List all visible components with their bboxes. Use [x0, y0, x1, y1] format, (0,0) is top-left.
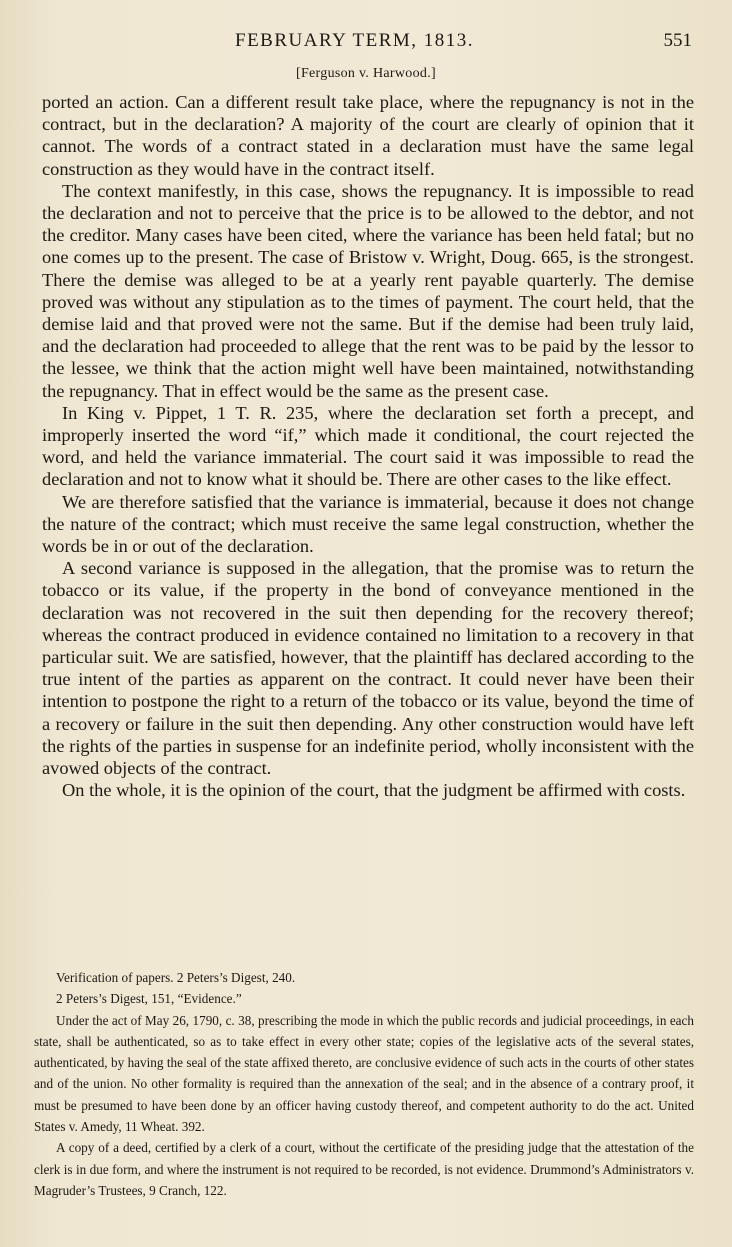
case-caption: [Ferguson v. Harwood.] — [296, 66, 436, 81]
page-header — [60, 30, 692, 60]
paragraph-3: In King v. Pippet, 1 T. R. 235, where the declaration set forth a precept, and improperly inserted the word “if,” which made it conditional, the court rejected the word, and held the variance immaterial. The court said it was impossible to read the declaration and not to know what it should be. There are other cases to the like effect. — [42, 402, 694, 490]
footnote-2: 2 Peters’s Digest, 151, “Evidence.” — [56, 991, 242, 1007]
footnote-4: A copy of a deed, certified by a clerk of a court, without the certificate of the presiding judge that the attestation of the clerk is in due form, and where the instrument is not required to be recorded, is not evidence. Drummond’s Administrators v. Magruder’s Trustees, 9 Cranch, 122. — [34, 1140, 694, 1198]
paragraph-1: ported an action. Can a different result take place, where the repugnancy is not in the contract, but in the declaration? A majority of the court are clearly of opinion that it cannot. The words of a contract stated in a declaration must have the same legal construction as they would have in the contract itself. — [42, 92, 694, 179]
footnotes — [34, 967, 694, 1201]
paragraph-4: We are therefore satisfied that the variance is immaterial, because it does not change the nature of the contract; which must receive the same legal construction, whether the words be in or out of the declaration. — [42, 491, 694, 557]
paragraph-2: The context manifestly, in this case, shows the repugnancy. It is impossible to read the declaration and not to perceive that the price is to be allowed to the debtor, and not the creditor. Many cases have been cited, where the variance has been held fatal; but no one comes up to the present. The case of Bristow v. Wright, Doug. 665, is the strongest. There the demise was alleged to be at a yearly rent payable quarterly. The demise proved was without any stipulation as to the times of payment. The court held, that the demise laid and that proved were not the same. But if the demise had been truly laid, and the declaration had proceeded to allege that the rent was to be paid by the lessor to the lessee, we think that the action might well have been maintained, notwithstanding the repugnancy. That in effect would be the same as the present case. — [42, 180, 694, 401]
page-number: 551 — [663, 30, 692, 51]
footnote-1: Verification of papers. 2 Peters’s Digest, 240. — [56, 970, 296, 985]
running-head: FEBRUARY TERM, 1813. — [235, 30, 475, 51]
opinion-text — [42, 91, 694, 802]
footnote-3: Under the act of May 26, 1790, c. 38, prescribing the mode in which the public records and judicial proceedings, in each state, shall be authenticated, so as to take effect in every other state; copies of the legislative acts of the several states, authenticated, by having the seal of the state affixed thereto, are conclusive evidence of such acts in the courts of other states and of the union. No other formality is required than the annexation of the seal; and in the absence of a contrary proof, it must be presumed to have been done by an officer having custody thereof, and competent authority to do the act. United States v. Amedy, 11 Wheat. 392. — [34, 1012, 694, 1135]
paragraph-5: A second variance is supposed in the allegation, that the promise was to return the tobacco or its value, if the property in the bond of conveyance mentioned in the declaration was not recovered in the suit then depending for the recovery thereof; whereas the contract produced in evidence contained no limitation to a recovery in that particular suit. We are satisfied, however, that the plaintiff has declared according to the true intent of the parties as apparent on the contract. It could never have been their intention to postpone the right to a return of the tobacco or its value, beyond the time of a recovery or failure in the suit then depending. Any other construction would have left the rights of the parties in suspense for an indefinite period, wholly inconsistent with the avowed objects of the contract. — [42, 558, 694, 779]
paragraph-6: On the whole, it is the opinion of the court, that the judgment be affirmed with costs. — [62, 780, 686, 801]
